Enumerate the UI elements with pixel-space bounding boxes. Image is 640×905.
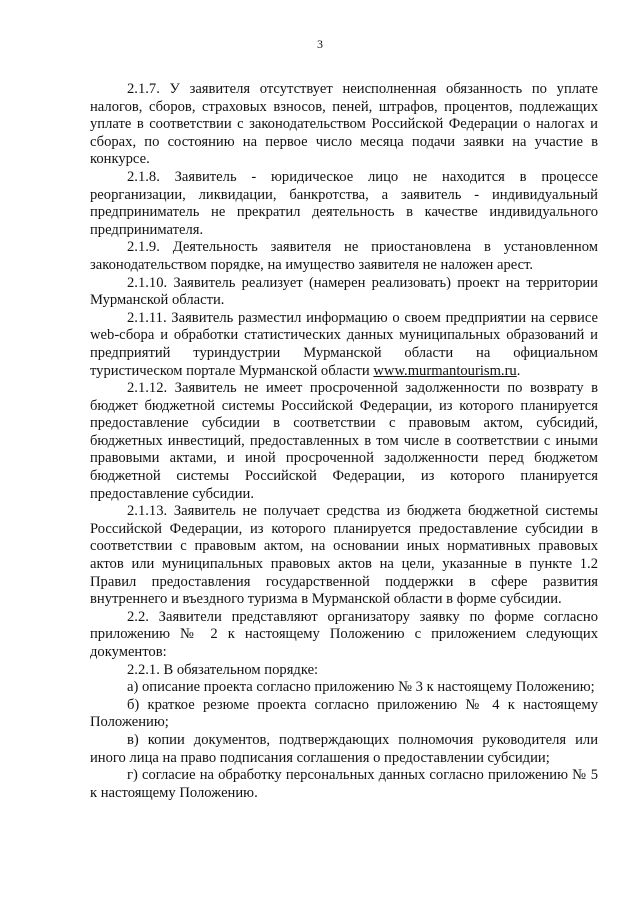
paragraph-2-1-11: [90, 310, 598, 380]
paragraph-text: 2.2. Заявители представляют организатору заявку по форме согласно приложению № 2 к настоящему Положению с приложением следующих документов:: [90, 608, 598, 660]
paragraph-2-1-10: [90, 275, 598, 310]
paragraph-text: 2.1.7. У заявителя отсутствует неисполненная обязанность по уплате налогов, сборов, страховых взносов, пеней, штрафов, процентов, подлежащих уплате в соответствии с законодательством Российской Федерации о налогах и сборах, по состоянию на первое число месяца подачи заявки на участие в конкурсе.: [90, 81, 598, 168]
list-item-v: [90, 732, 598, 767]
paragraph-text: 2.1.10. Заявитель реализует (намерен реализовать) проект на территории Мурманской области.: [90, 274, 598, 309]
paragraph-punctuation: .: [516, 362, 521, 379]
paragraph-2-2-1: [90, 662, 598, 680]
paragraph-text: в) копии документов, подтверждающих полномочия руководителя или иного лица на право подписания соглашения о предоставлении субсидии;: [90, 731, 598, 766]
paragraph-2-1-8: [90, 169, 598, 239]
paragraph-text: а) описание проекта согласно приложению № 3 к настоящему Положению;: [127, 679, 595, 696]
paragraph-2-1-13: [90, 503, 598, 609]
paragraph-text: б) краткое резюме проекта согласно приложению № 4 к настоящему Положению;: [90, 696, 598, 731]
paragraph-2-2: [90, 609, 598, 662]
paragraph-text: 2.1.11. Заявитель разместил информацию о своем предприятии на сервисе web-сбора и обработки статистических данных муниципальных образований и предприятий туриндустрии Мурманской области на официальном туристическом портале Мурманской области: [90, 309, 598, 379]
paragraph-text: 2.1.9. Деятельность заявителя не приостановлена в установленном законодательством порядке, на имущество заявителя не наложен арест.: [90, 239, 598, 273]
list-item-b: [90, 697, 598, 732]
paragraph-text: 2.1.8. Заявитель - юридическое лицо не находится в процессе реорганизации, ликвидации, банкротства, а заявитель - индивидуальный предприниматель не прекратил деятельность в качестве индивидуального предпринимателя.: [90, 168, 598, 238]
portal-link[interactable]: www.murmantourism.ru: [373, 362, 517, 379]
paragraph-text: 2.2.1. В обязательном порядке:: [127, 661, 319, 678]
paragraph-2-1-7: [90, 81, 598, 169]
paragraph-text: 2.1.12. Заявитель не имеет просроченной задолженности по возврату в бюджет бюджетной системы Российской Федерации, из которого планируется предоставление субсидии в соответствии с правовым актом, субсидий, бюджетных инвестиций, предоставленных в том числе в соответствии с иными правовыми актами, и иной просроченной задолженности перед бюджетом бюджетной системы Российской Федерации, из которого планируется предоставление субсидии.: [90, 380, 598, 502]
list-item-g: [90, 767, 598, 802]
page-number: 3: [317, 37, 323, 51]
list-item-a: [90, 679, 598, 697]
paragraph-2-1-12: [90, 380, 598, 503]
paragraph-text: г) согласие на обработку персональных данных согласно приложению № 5 к настоящему Положению.: [90, 767, 598, 801]
document-body: [90, 81, 598, 802]
paragraph-2-1-9: [90, 239, 598, 274]
paragraph-text: 2.1.13. Заявитель не получает средства из бюджета бюджетной системы Российской Федерации, из которого планируется предоставление субсидии в соответствии с правовым актом, на основании иных нормативных правовых актов или муниципальных правовых актов на цели, указанные в пункте 1.2 Правил предоставления государственной поддержки в сфере развития внутреннего и въездного туризма в Мурманской области в форме субсидии.: [90, 503, 598, 608]
